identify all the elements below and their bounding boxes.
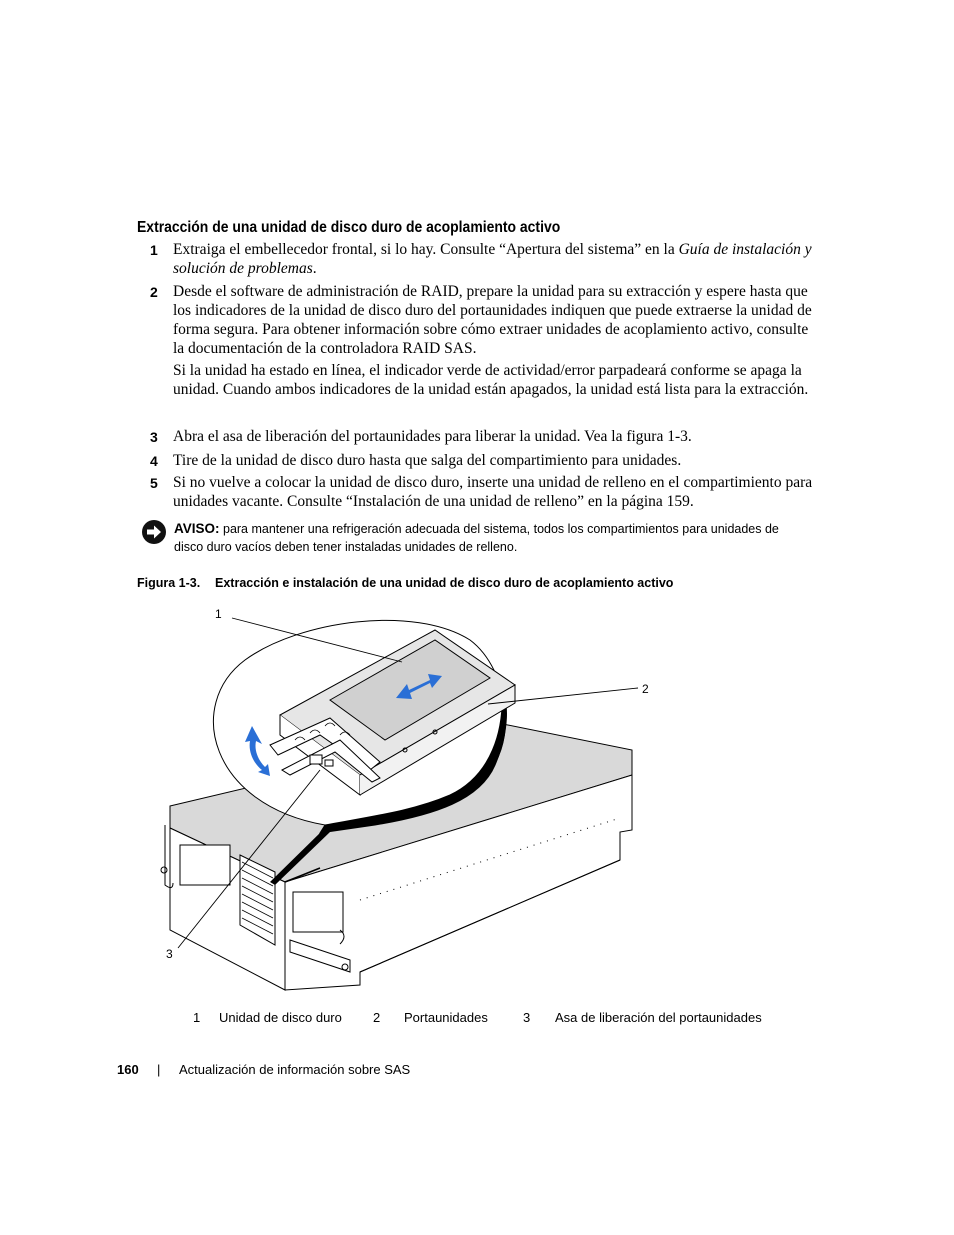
step-text: Si no vuelve a colocar la unidad de disco duro, inserte una unidad de relleno en el compartimiento para unidades vacante. Consulte “Instalación de una unidad de relleno” en la página 159.	[173, 474, 813, 510]
step-text-part: .	[312, 260, 317, 277]
figure-callout-3: 3	[166, 947, 173, 961]
figure-callout-1: 1	[215, 607, 222, 621]
legend-label: Unidad de disco duro	[219, 1010, 342, 1025]
figure-callout-2: 2	[642, 682, 649, 696]
step-text: Abra el asa de liberación del portaunidades para liberar la unidad. Vea la figura 1-3.	[173, 428, 692, 445]
notice-arrow-icon	[141, 519, 167, 545]
step-number: 5	[150, 475, 158, 491]
step-text-part: Extraiga el embellecedor frontal, si lo hay. Consulte “Apertura del sistema” en la	[173, 241, 679, 258]
figure-title: Extracción e instalación de una unidad de disco duro de acoplamiento activo	[215, 576, 674, 590]
step-text: Desde el software de administración de RAID, prepare la unidad para su extracción y espere hasta que los indicadores de la unidad de disco duro del portaunidades indiquen que puede extraerse la unidad de forma segura. Para obtener información sobre cómo extraer unidades de acoplamiento activo, consulte la documentación de la controladora RAID SAS.	[173, 283, 812, 357]
step-number: 2	[150, 284, 158, 300]
footer-separator: |	[157, 1062, 161, 1077]
legend-number: 1	[193, 1010, 201, 1025]
notice-text	[174, 520, 794, 556]
legend-number: 3	[523, 1010, 531, 1025]
notice-body: para mantener una refrigeración adecuada del sistema, todos los compartimientos para unidades de disco duro vacíos deben tener instaladas unidades de relleno.	[174, 522, 779, 554]
step-number: 4	[150, 453, 158, 469]
hard-drive-figure	[150, 600, 650, 1000]
book-title: Guía de instalación y solución de problemas	[173, 241, 812, 277]
step-text	[173, 240, 813, 278]
legend-number: 2	[373, 1010, 381, 1025]
step-number: 3	[150, 429, 158, 445]
page-number: 160	[117, 1062, 139, 1077]
figure-label: Figura 1-3.	[137, 576, 201, 590]
legend-label: Asa de liberación del portaunidades	[555, 1010, 762, 1025]
step-extra-text: Si la unidad ha estado en línea, el indicador verde de actividad/error parpadeará conforme se apaga la unidad. Cuando ambos indicadores de la unidad están apagados, la unidad está lista para la extracción.	[173, 362, 809, 398]
step-number: 1	[150, 242, 158, 258]
section-title: Extracción de una unidad de disco duro de acoplamiento activo	[137, 219, 561, 236]
notice-label: AVISO:	[174, 521, 220, 536]
step-text: Tire de la unidad de disco duro hasta que salga del compartimiento para unidades.	[173, 452, 682, 469]
running-title: Actualización de información sobre SAS	[179, 1062, 411, 1077]
legend-label: Portaunidades	[404, 1010, 488, 1025]
